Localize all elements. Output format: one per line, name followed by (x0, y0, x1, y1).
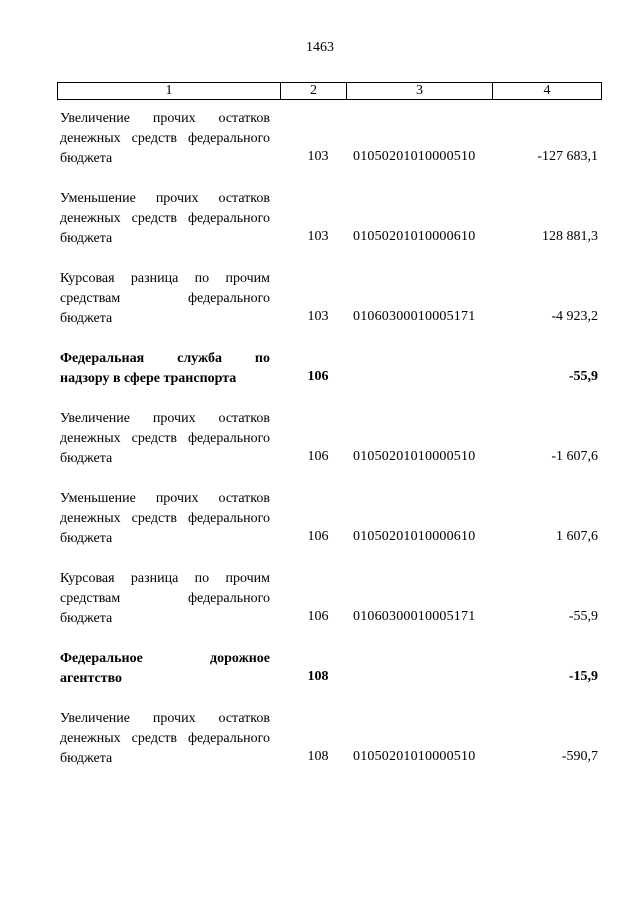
table-row (0, 189, 640, 259)
column-header-1: 1 (58, 83, 281, 99)
row-amount: -15,9 (568, 669, 598, 684)
row-description-line: Федеральное дорожное (60, 651, 270, 666)
row-code: 103 (307, 149, 329, 164)
row-account-code: 01050201010000510 (353, 449, 476, 464)
row-code: 106 (307, 449, 329, 464)
row-code: 106 (307, 609, 329, 624)
row-code: 103 (307, 229, 329, 244)
row-description-line: Курсовая разница по прочим (60, 571, 270, 586)
row-amount: -55,9 (568, 609, 598, 624)
table-header (57, 82, 602, 100)
row-description (60, 189, 270, 249)
row-description (60, 109, 270, 169)
row-description-line: денежных средств федерального (60, 131, 270, 146)
row-description-line: бюджета (60, 151, 113, 166)
row-description-line: Увеличение прочих остатков (60, 111, 270, 126)
row-description (60, 409, 270, 469)
column-header-4: 4 (543, 83, 551, 98)
row-amount: -55,9 (568, 369, 598, 384)
row-amount: 128 881,3 (542, 229, 598, 244)
row-description (60, 709, 270, 769)
row-account-code: 01050201010000510 (353, 149, 476, 164)
table-row (0, 269, 640, 339)
table-row (0, 109, 640, 179)
row-description-line: Уменьшение прочих остатков (60, 491, 270, 506)
row-code: 103 (307, 309, 329, 324)
row-amount: -590,7 (561, 749, 598, 764)
column-header-2: 2 (281, 83, 347, 99)
row-description-line: средствам федерального (60, 591, 270, 606)
row-amount: -1 607,6 (551, 449, 598, 464)
row-description-line: денежных средств федерального (60, 511, 270, 526)
row-description-line: Увеличение прочих остатков (60, 711, 270, 726)
row-description (60, 569, 270, 629)
table-row (0, 489, 640, 559)
row-description-line: денежных средств федерального (60, 731, 270, 746)
row-description-line: бюджета (60, 451, 113, 466)
table-row (0, 409, 640, 479)
row-description-line: бюджета (60, 611, 113, 626)
row-amount: -4 923,2 (551, 309, 598, 324)
row-description-line: Уменьшение прочих остатков (60, 191, 270, 206)
row-amount: -127 683,1 (537, 149, 598, 164)
table-row (0, 569, 640, 639)
row-description-line: средствам федерального (60, 291, 270, 306)
row-description-line: Увеличение прочих остатков (60, 411, 270, 426)
row-description-line: бюджета (60, 311, 113, 326)
row-account-code: 01050201010000610 (353, 529, 476, 544)
row-description-line: денежных средств федерального (60, 211, 270, 226)
row-description (60, 489, 270, 549)
row-code: 108 (307, 669, 329, 684)
row-description-line: агентство (60, 671, 123, 686)
row-code: 106 (307, 369, 329, 384)
row-description-line: Курсовая разница по прочим (60, 271, 270, 286)
row-description-line: денежных средств федерального (60, 431, 270, 446)
row-account-code: 01060300010005171 (353, 309, 476, 324)
column-header-3: 3 (347, 83, 493, 99)
row-code: 108 (307, 749, 329, 764)
row-code: 106 (307, 529, 329, 544)
row-description (60, 269, 270, 329)
row-description-line: Федеральная служба по (60, 351, 270, 366)
row-description-line: надзору в сфере транспорта (60, 371, 237, 386)
row-account-code: 01060300010005171 (353, 609, 476, 624)
row-description-line: бюджета (60, 231, 113, 246)
row-description-line: бюджета (60, 531, 113, 546)
row-description (60, 649, 270, 689)
page-number: 1463 (306, 40, 334, 55)
row-description (60, 349, 270, 389)
table-row (0, 709, 640, 779)
row-amount: 1 607,6 (556, 529, 598, 544)
row-account-code: 01050201010000510 (353, 749, 476, 764)
row-account-code: 01050201010000610 (353, 229, 476, 244)
row-description-line: бюджета (60, 751, 113, 766)
